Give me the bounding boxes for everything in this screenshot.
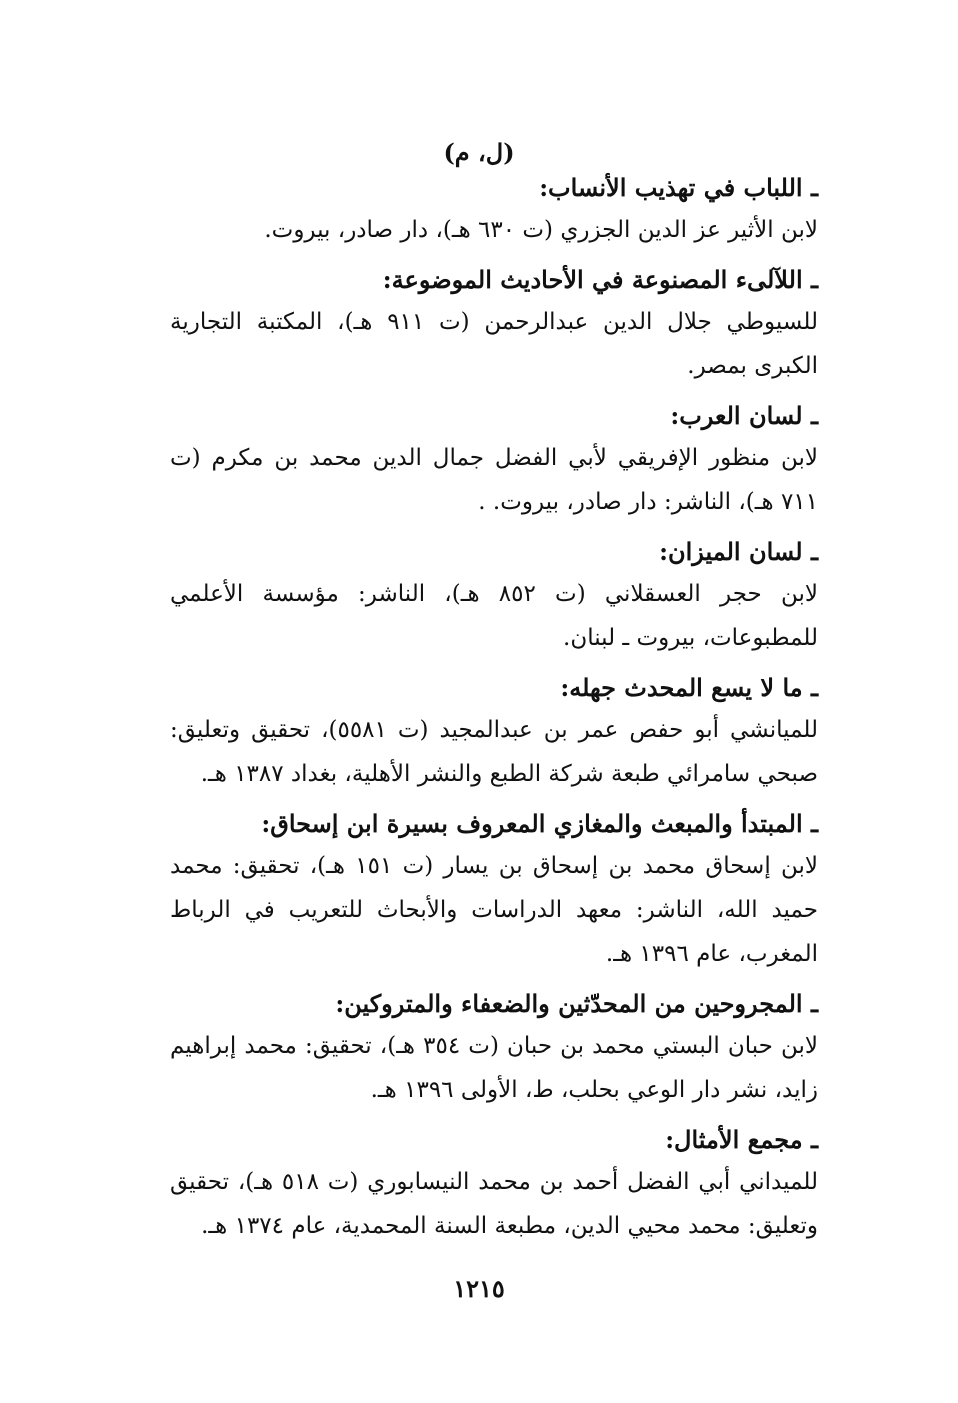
bibliography-entry xyxy=(170,808,818,976)
entry-title: ـ لسان العرب: xyxy=(670,401,818,430)
entry-title: ـ اللباب في تهذيب الأنساب: xyxy=(539,173,818,202)
bibliography-entry xyxy=(170,988,818,1112)
bibliography-entry xyxy=(170,536,818,660)
page-number: ١٢١٥ xyxy=(453,1274,505,1303)
entry-title: ـ المجروحين من المحدّثين والضعفاء والمتروكين: xyxy=(335,989,818,1018)
entry-title: ـ المبتدأ والمبعث والمغازي المعروف بسيرة ابن إسحاق: xyxy=(261,809,818,838)
entry-description: لابن حبان البستي محمد بن حبان (ت ٣٥٤ هـ)، تحقيق: محمد إبراهيم زايد، نشر دار الوعي بحلب، ط، الأولى ١٣٩٦ هـ. xyxy=(170,1033,819,1103)
entry-description: لابن حجر العسقلاني (ت ٨٥٢ هـ)، الناشر: مؤسسة الأعلمي للمطبوعات، بيروت ـ لبنان. xyxy=(170,581,819,651)
entry-description: لابن منظور الإفريقي لأبي الفضل جمال الدين محمد بن مكرم (ت ٧١١ هـ)، الناشر: دار صادر، بيروت. . xyxy=(170,445,818,515)
entry-title: ـ ما لا يسع المحدث جهله: xyxy=(560,673,818,702)
entry-description: للميانشي أبو حفص عمر بن عبدالمجيد (ت ٥٥٨١)، تحقيق وتعليق: صبحي سامرائي طبعة شركة الطبع والنشر الأهلية، بغداد ١٣٨٧ هـ. xyxy=(170,717,818,787)
entry-title: ـ لسان الميزان: xyxy=(659,537,818,566)
entry-description: للميداني أبي الفضل أحمد بن محمد النيسابوري (ت ٥١٨ هـ)، تحقيق وتعليق: محمد محيي الدين، مطبعة السنة المحمدية، عام ١٣٧٤ هـ. xyxy=(170,1169,818,1239)
bibliography-list xyxy=(170,172,818,1260)
bibliography-entry xyxy=(170,400,818,524)
section-heading: (ل، م) xyxy=(443,138,515,167)
bibliography-entry xyxy=(170,672,818,796)
bibliography-entry xyxy=(170,264,818,388)
bibliography-entry xyxy=(170,172,818,252)
entry-title: ـ اللآلىء المصنوعة في الأحاديث الموضوعة: xyxy=(382,265,818,294)
entry-title: ـ مجمع الأمثال: xyxy=(665,1125,818,1154)
entry-description: لابن الأثير عز الدين الجزري (ت ٦٣٠ هـ)، دار صادر، بيروت. xyxy=(264,217,818,243)
bibliography-entry xyxy=(170,1124,818,1248)
entry-description: لابن إسحاق محمد بن إسحاق بن يسار (ت ١٥١ هـ)، تحقيق: محمد حميد الله، الناشر: معهد الدراسات والأبحاث للتعريب في الرباط المغرب، عام ١٣٩٦ هـ. xyxy=(170,853,818,967)
entry-description: للسيوطي جلال الدين عبدالرحمن (ت ٩١١ هـ)، المكتبة التجارية الكبرى بمصر. xyxy=(170,309,818,379)
